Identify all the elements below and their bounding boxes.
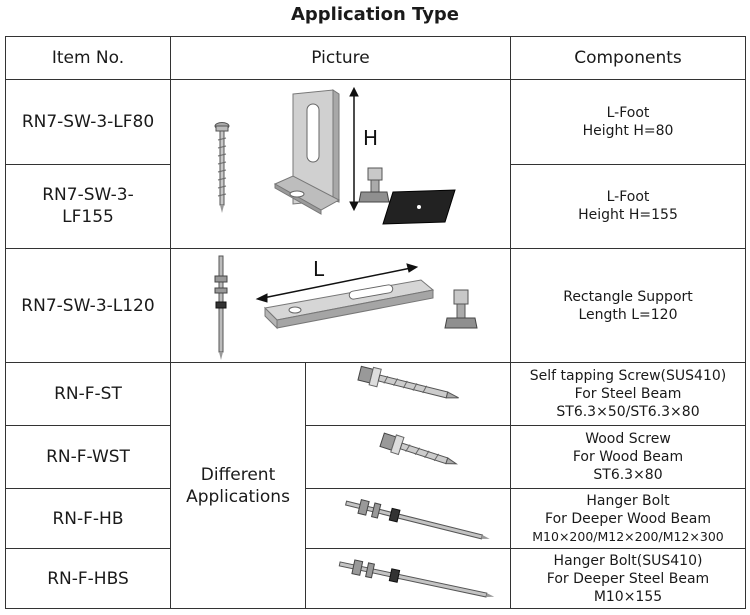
header-item-no: Item No. — [6, 37, 171, 80]
component-spec: M10×155 — [593, 588, 663, 605]
component-name: L-Foot — [606, 189, 650, 206]
item-no: RN-F-HBS — [47, 568, 129, 589]
wood-screw-icon — [306, 427, 506, 487]
item-no-cell — [6, 164, 171, 249]
component-spec: ST6.3×50/ST6.3×80 — [556, 404, 700, 420]
component-spec: Length L=120 — [578, 306, 678, 323]
application-type-table — [5, 36, 746, 609]
header-row — [6, 37, 746, 80]
height-dimension-icon — [350, 88, 358, 210]
component-spec: ST6.3×80 — [593, 467, 663, 483]
item-no-cell — [6, 426, 171, 489]
component-name: Self tapping Screw(SUS410) — [529, 368, 727, 384]
components-cell — [511, 489, 746, 549]
picture-hanger-bolt-sus410 — [306, 549, 511, 609]
item-no-cell — [6, 249, 171, 363]
component-name: Wood Screw — [585, 431, 671, 447]
table-row — [6, 489, 746, 549]
table-row — [6, 249, 746, 363]
applications-label: Different — [200, 464, 276, 485]
components-cell — [511, 426, 746, 489]
rubber-pad-icon — [383, 190, 455, 224]
component-name: Hanger Bolt(SUS410) — [553, 552, 703, 569]
components-cell — [511, 549, 746, 609]
rectangle-support-illustration — [171, 250, 511, 362]
table-row — [6, 426, 746, 489]
components-cell — [511, 249, 746, 363]
item-no: RN7-SW-3-L120 — [21, 295, 155, 316]
component-use: For Deeper Wood Beam — [545, 510, 711, 527]
component-name: Rectangle Support — [563, 288, 693, 305]
different-applications-cell — [171, 363, 306, 609]
rectangle-plate-icon — [265, 280, 433, 328]
table-row — [6, 363, 746, 426]
l-foot-bracket-icon — [275, 90, 339, 214]
hanger-bolt-icon — [306, 490, 506, 548]
table-row — [6, 80, 746, 165]
l-foot-illustration — [171, 80, 511, 248]
component-name: L-Foot — [606, 104, 650, 121]
header-picture: Picture — [171, 37, 511, 80]
component-spec: M10×200/M12×200/M12×300 — [532, 528, 724, 544]
hanger-bolt-sus410-icon — [306, 550, 506, 608]
table-row — [6, 549, 746, 609]
item-no: RN7-SW-3-LF80 — [21, 111, 155, 132]
self-tapping-screw-icon — [306, 364, 506, 424]
item-no: RN-F-ST — [54, 384, 122, 404]
item-no: LF155 — [62, 207, 114, 228]
item-no-cell — [6, 80, 171, 165]
item-no-cell — [6, 363, 171, 426]
picture-hanger-bolt — [306, 489, 511, 549]
component-spec: Height H=155 — [578, 207, 678, 224]
picture-wood-screw — [306, 426, 511, 489]
item-no-cell — [6, 489, 171, 549]
picture-l-foot — [171, 80, 511, 249]
item-no: RN-F-WST — [46, 447, 130, 467]
components-cell — [511, 164, 746, 249]
hanger-bolt-icon — [215, 256, 227, 360]
component-spec: Height H=80 — [582, 122, 674, 139]
header-components: Components — [511, 37, 746, 80]
component-use: For Wood Beam — [572, 449, 684, 465]
t-bolt-icon — [445, 290, 477, 328]
t-bolt-icon — [359, 168, 389, 202]
picture-self-tapping-screw — [306, 363, 511, 426]
component-use: For Deeper Steel Beam — [546, 570, 710, 587]
picture-rectangle-support — [171, 249, 511, 363]
components-cell — [511, 80, 746, 165]
item-no-cell — [6, 549, 171, 609]
component-use: For Steel Beam — [574, 386, 682, 402]
components-cell — [511, 363, 746, 426]
height-label: H — [363, 126, 379, 150]
length-label: L — [313, 256, 325, 281]
applications-label: Applications — [186, 486, 290, 507]
component-name: Hanger Bolt — [586, 492, 670, 509]
item-no: RN-F-HB — [52, 508, 124, 529]
screw-icon — [215, 123, 229, 214]
item-no: RN7-SW-3- — [42, 185, 134, 206]
page-title: Application Type — [290, 4, 460, 25]
